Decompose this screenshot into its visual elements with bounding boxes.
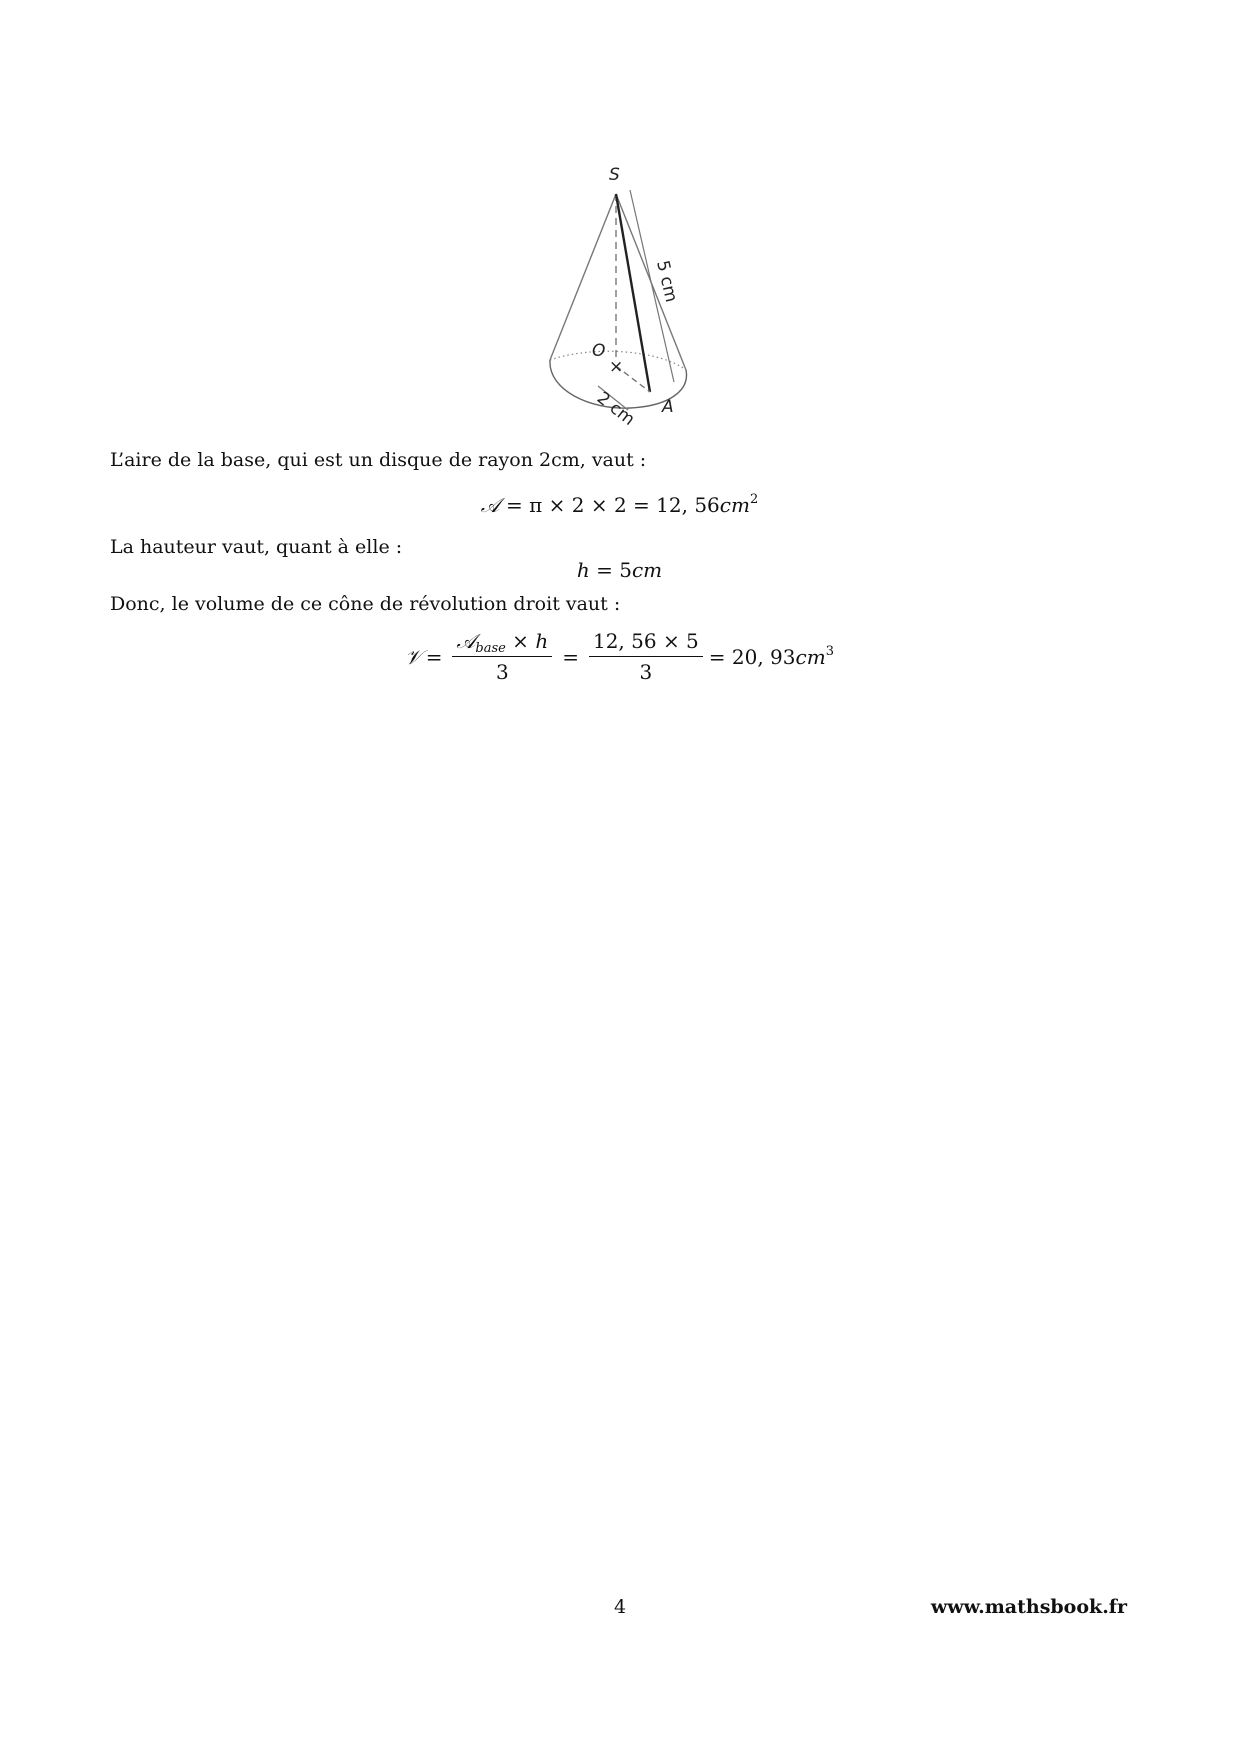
page-number: 4: [614, 1596, 627, 1618]
base-subscript: base: [475, 641, 506, 656]
fraction-formula: [452, 629, 552, 684]
fraction-numeric-denominator: 3: [639, 660, 653, 684]
site-url[interactable]: www.mathsbook.fr: [930, 1596, 1127, 1618]
fraction-numeric: [589, 629, 703, 684]
fraction-formula-denominator: 3: [495, 660, 509, 684]
paragraph-height: La hauteur vaut, quant à elle :: [110, 536, 403, 558]
times-sign: ×: [505, 629, 536, 653]
paragraph-base-area: L’aire de la base, qui est un disque de rayon 2cm, vaut :: [110, 449, 647, 471]
center-mark: ×: [609, 357, 624, 377]
equation-base-area: [0, 492, 1239, 518]
cone-diagram: [520, 160, 720, 430]
volume-result-value: = 20, 93: [708, 644, 796, 669]
equals-sign: =: [425, 644, 443, 669]
slant-length-label: 5 cm: [652, 258, 682, 305]
equals-sign-2: =: [562, 644, 579, 669]
equation-height: [0, 557, 1239, 583]
equation-volume: [0, 629, 1239, 684]
height-variable: h: [535, 629, 549, 653]
paragraph-volume: Donc, le volume de ce cône de révolution droit vaut :: [110, 593, 621, 615]
volume-exponent: 3: [825, 643, 834, 659]
cone-figure: [520, 160, 720, 430]
height-symbol: h: [576, 558, 590, 582]
volume-result: [709, 645, 834, 669]
height-unit: cm: [631, 558, 663, 582]
center-label: O: [592, 341, 606, 361]
fraction-numeric-numerator: 12, 56 × 5: [589, 629, 703, 657]
area-exponent: 2: [749, 492, 759, 507]
base-area-symbol: 𝒜: [456, 629, 476, 653]
volume-unit: cm: [795, 644, 826, 669]
area-expression: = π × 2 × 2 = 12, 56: [499, 493, 720, 517]
left-generatrix: [550, 194, 616, 360]
point-A-label: A: [662, 397, 674, 417]
fraction-formula-numerator: [452, 629, 552, 657]
volume-symbol: 𝒱: [405, 644, 422, 669]
apex-label: S: [609, 165, 620, 185]
height-value: = 5: [589, 558, 632, 582]
area-symbol: 𝒜: [480, 493, 500, 517]
radius-length-label: 2 cm: [592, 388, 639, 430]
area-unit: cm: [719, 493, 750, 517]
